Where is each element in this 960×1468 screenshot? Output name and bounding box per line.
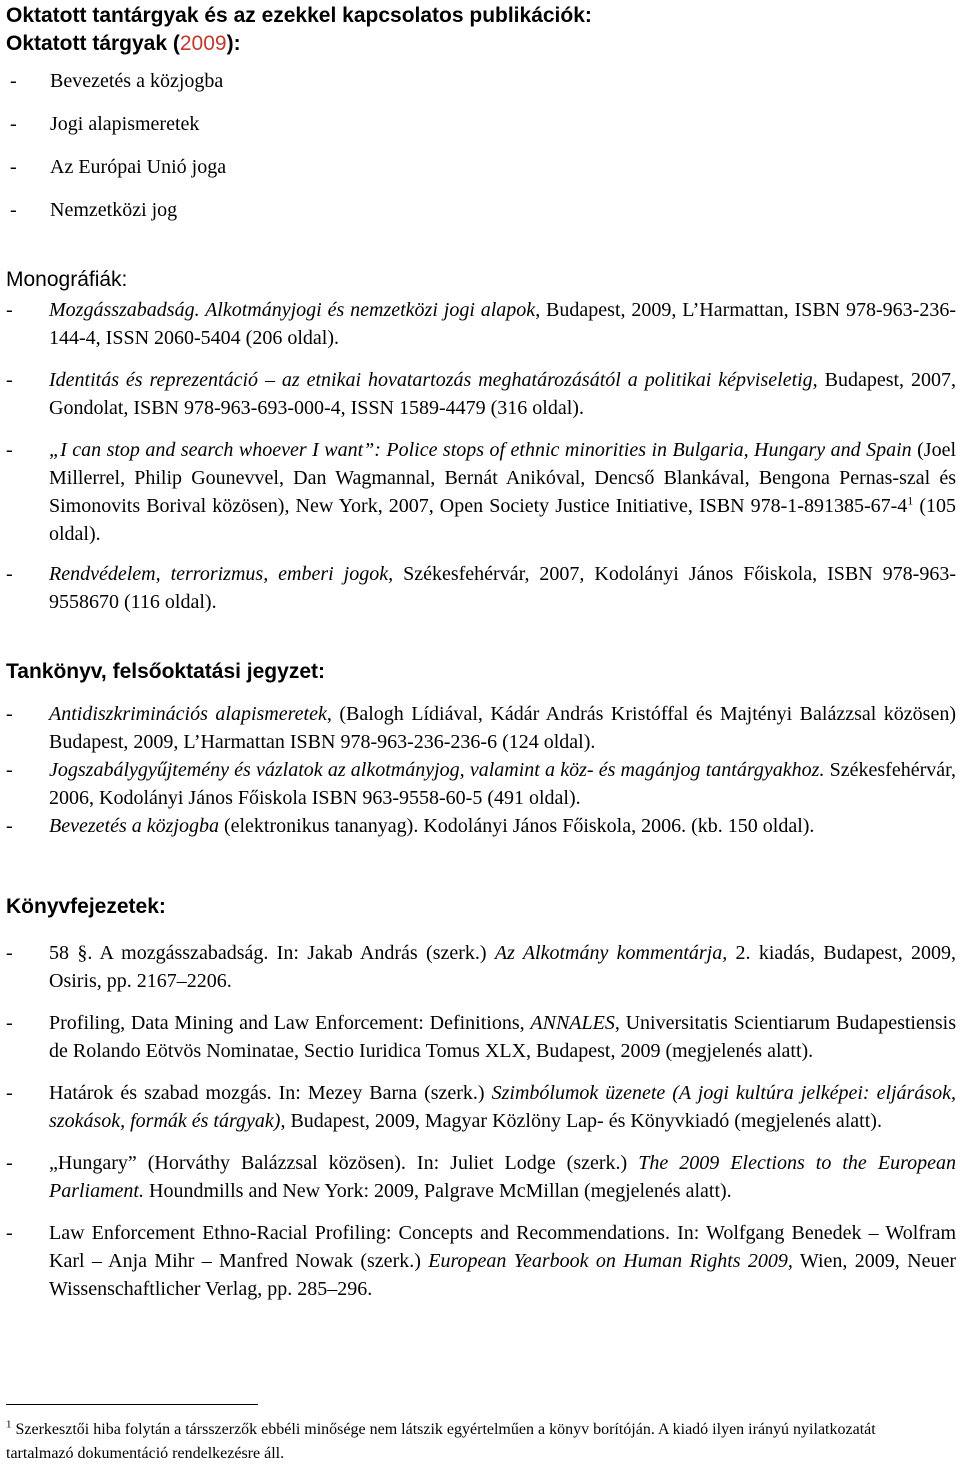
chapter-entry: [6, 1149, 956, 1205]
textbook-entry: [6, 700, 956, 756]
course-item: [6, 60, 956, 103]
bullet-dash: -: [6, 703, 13, 725]
bullet-dash: -: [10, 156, 17, 178]
monograph-details: Székesfehérvár, 2007, Kodolányi János Főiskola, ISBN 978-963-9558670 (116 oldal).: [49, 563, 956, 613]
footnote-divider: [6, 1404, 258, 1405]
chapter-details: Határok és szabad mozgás. In: Mezey Barna (szerk.): [49, 1082, 492, 1104]
chapter-book-title: The 2009 Elections to the European Parliament.: [49, 1152, 956, 1202]
taught-courses-suffix: ):: [226, 32, 241, 55]
monograph-details: (Joel Millerrel, Philip Gounevvel, Dan Wagmannal, Bernát Anikóval, Dencső Blankával, Bengona Pernas-szal és Simonovits Borival közösen), New York, 2007, Open Society Justice Initiative, ISBN 978-1-891385-67-4: [49, 439, 956, 517]
bullet-dash: -: [6, 1082, 13, 1104]
document-page: [6, 0, 956, 1303]
chapter-details: Profiling, Data Mining and Law Enforcement: Definitions,: [49, 1012, 531, 1034]
monographs-heading: Monográfiák:: [6, 268, 128, 291]
textbook-entry: [6, 756, 956, 812]
course-name: Az Európai Unió joga: [50, 156, 227, 178]
bullet-dash: -: [10, 199, 17, 221]
footnote: [6, 1418, 946, 1466]
monograph-entry: [6, 366, 956, 422]
chapter-book-title: Az Alkotmány kommentárja,: [494, 942, 728, 964]
textbook-title: Bevezetés a közjogba: [49, 815, 219, 837]
bullet-dash: -: [6, 815, 13, 837]
chapter-publication: , Universitatis Scientiarum Budapestiensis de Rolando Eötvös Nominatae, Sectio Iuridica Tomus XLX, Budapest, 2009 (megjelenés alatt).: [49, 1012, 956, 1062]
bullet-dash: -: [6, 759, 13, 781]
bullet-dash: -: [6, 369, 13, 391]
taught-courses-heading: [6, 30, 956, 58]
chapter-entry: [6, 1079, 956, 1135]
monograph-title: Mozgásszabadság. Alkotmányjogi és nemzetközi jogi alapok: [49, 299, 536, 321]
chapter-entry: [6, 1219, 956, 1303]
monograph-entry: [6, 296, 956, 352]
textbook-details: (elektronikus tananyag). Kodolányi János Főiskola, 2006. (kb. 150 oldal).: [218, 815, 815, 837]
textbook-entry: [6, 812, 956, 840]
course-name: Nemzetközi jog: [50, 199, 178, 221]
bullet-dash: -: [6, 439, 13, 461]
bullet-dash: -: [6, 299, 13, 321]
footnote-marker: 1: [6, 1418, 12, 1431]
textbook-details: Székesfehérvár, 2006, Kodolányi János Főiskola ISBN 963-9558-60-5 (491 oldal).: [49, 759, 956, 809]
monograph-title: „I can stop and search whoever I want”: Police stops of ethnic minorities in Bulgaria, Hungary and Spain: [49, 439, 912, 461]
footnote-text: Szerkesztői hiba folytán a társszerzők ebbéli minősége nem látszik egyértelműen a könyv borítóján. A kiadó ilyen irányú nyilatkozatát tartalmazó dokumentáció rendelkezésre áll.: [6, 1421, 876, 1462]
monograph-title: Identitás és reprezentáció – az etnikai hovatartozás meghatározásától a politikai képviseletig,: [49, 369, 818, 391]
monograph-details: , Budapest, 2009, L’Harmattan, ISBN 978-963-236-144-4, ISSN 2060-5404 (206 oldal).: [49, 299, 956, 349]
monograph-title: Rendvédelem, terrorizmus, emberi jogok,: [49, 563, 394, 585]
bullet-dash: -: [6, 1222, 13, 1244]
course-name: Bevezetés a közjogba: [50, 70, 224, 92]
course-item: [6, 146, 956, 189]
course-list: [6, 58, 956, 232]
footnote-ref: 1: [907, 493, 914, 508]
bullet-dash: -: [10, 70, 17, 92]
chapter-book-title: European Yearbook on Human Rights 2009,: [428, 1250, 793, 1272]
chapter-entry: [6, 1009, 956, 1065]
monograph-entry: [6, 560, 956, 616]
chapter-book-title: ANNALES: [530, 1012, 615, 1034]
chapter-book-title: Szimbólumok üzenete (A jogi kultúra jelképei: eljárások, szokások, formák és tárgyak): [49, 1082, 957, 1132]
course-item: [6, 189, 956, 232]
chapter-details: Law Enforcement Ethno-Racial Profiling: Concepts and Recommendations. In: Wolfgang Benedek – Wolfram Karl – Anja Mihr – Manfred Nowak (szerk.): [49, 1222, 956, 1272]
taught-year: 2009: [179, 32, 227, 55]
bullet-dash: -: [6, 1152, 13, 1174]
chapter-publication: , Budapest, 2009, Magyar Közlöny Lap- és Könyvkiadó (megjelenés alatt).: [280, 1110, 882, 1132]
textbook-title: Antidiszkriminációs alapismeretek: [49, 703, 327, 725]
taught-courses-label: Oktatott tárgyak (: [6, 32, 180, 55]
monograph-entry: [6, 436, 956, 548]
chapter-publication: Wien, 2009, Neuer Wissenschaftlicher Verlag, pp. 285–296.: [49, 1250, 956, 1300]
page-title: Oktatott tantárgyak és az ezekkel kapcsolatos publikációk:: [6, 4, 592, 27]
monograph-pages: (105 oldal).: [49, 495, 956, 545]
textbook-details: , (Balogh Lídiával, Kádár András Kristóffal és Majtényi Balázzsal közösen) Budapest, 2009, L’Harmattan ISBN 978-963-236-236-6 (124 oldal).: [49, 703, 956, 753]
bullet-dash: -: [6, 942, 13, 964]
monograph-details: Budapest, 2007, Gondolat, ISBN 978-963-693-000-4, ISSN 1589-4479 (316 oldal).: [49, 369, 956, 419]
book-chapters-heading: Könyvfejezetek:: [6, 895, 166, 918]
chapter-details: 58 §. A mozgásszabadság. In: Jakab András (szerk.): [49, 942, 495, 964]
textbook-title: Jogszabálygyűjtemény és vázlatok az alkotmányjog, valamint a köz- és magánjog tantárgyakhoz.: [49, 759, 825, 781]
chapter-details: „Hungary” (Horváthy Balázzsal közösen). In: Juliet Lodge (szerk.): [49, 1152, 639, 1174]
chapter-publication: Houndmills and New York: 2009, Palgrave McMillan (megjelenés alatt).: [144, 1180, 732, 1202]
course-name: Jogi alapismeretek: [50, 113, 200, 135]
course-item: [6, 103, 956, 146]
chapter-entry: [6, 939, 956, 995]
bullet-dash: -: [6, 1012, 13, 1034]
textbooks-heading: Tankönyv, felsőoktatási jegyzet:: [6, 660, 325, 683]
chapter-publication: 2. kiadás, Budapest, 2009, Osiris, pp. 2167–2206.: [49, 942, 957, 992]
bullet-dash: -: [6, 563, 13, 585]
bullet-dash: -: [10, 113, 17, 135]
